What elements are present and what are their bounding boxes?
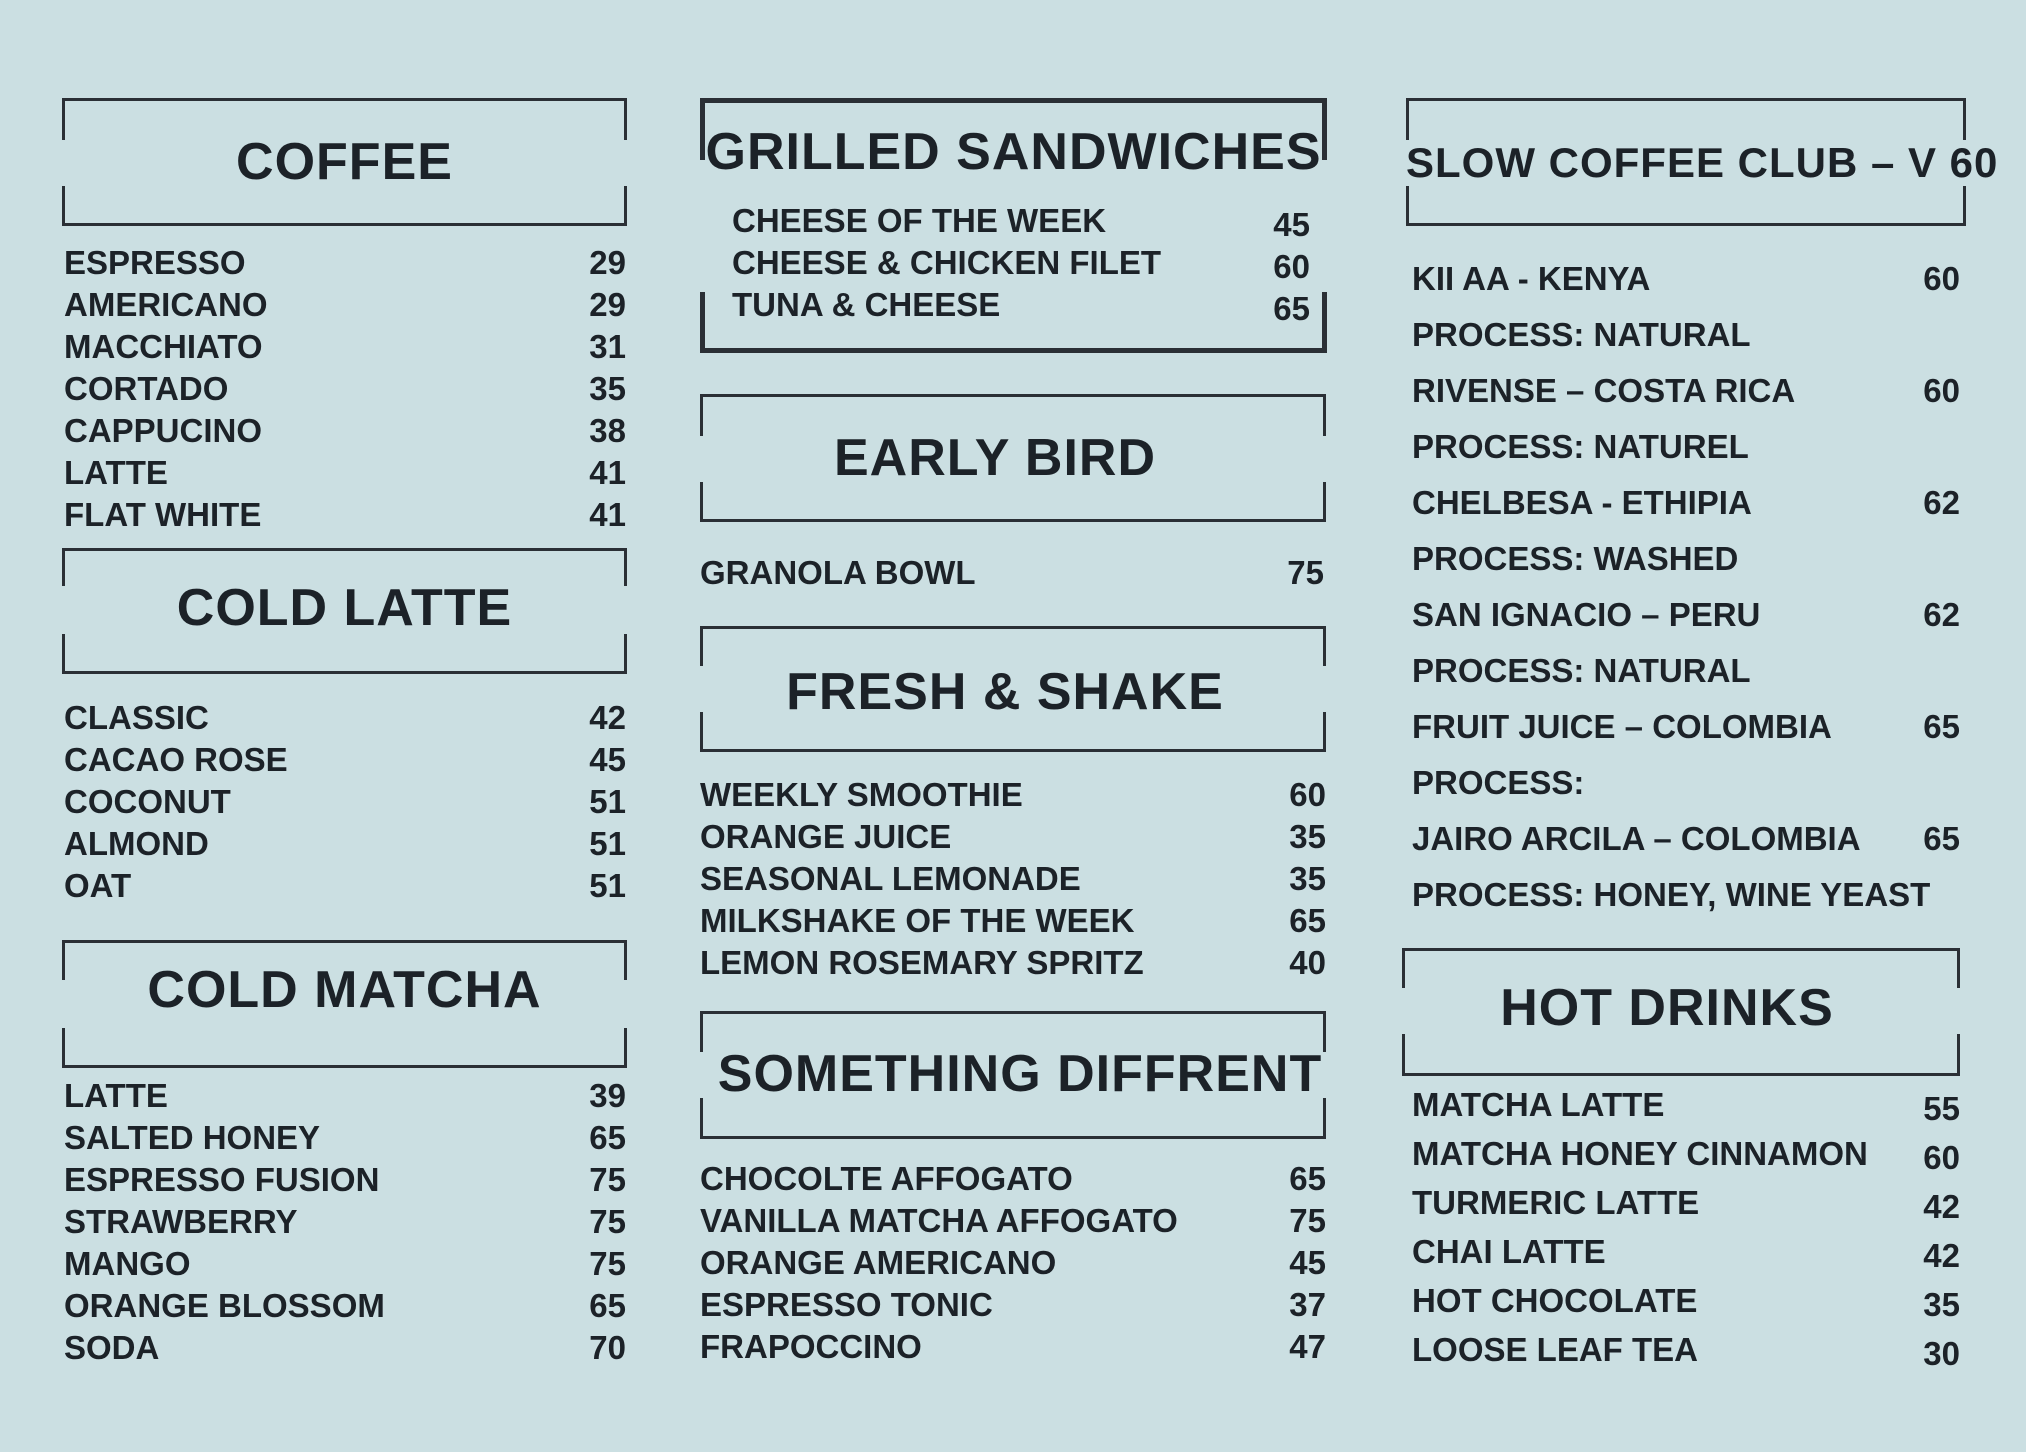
section-title-hot-drinks: HOT DRINKS bbox=[1500, 979, 1834, 1037]
section-title-early-bird: EARLY BIRD bbox=[833, 429, 1157, 487]
menu-item-name: OAT bbox=[64, 867, 132, 904]
menu-item-name: CORTADO bbox=[64, 370, 229, 407]
menu-item-price: 60 bbox=[1273, 248, 1310, 285]
menu-item-price: 51 bbox=[589, 867, 626, 904]
menu-item-name: ESPRESSO TONIC bbox=[700, 1286, 993, 1323]
menu-item-name: LEMON ROSEMARY SPRITZ bbox=[700, 944, 1144, 981]
menu-item-name: LATTE bbox=[64, 1077, 168, 1114]
menu-item-price: 35 bbox=[1289, 860, 1326, 897]
section-title-slow-coffee-club: SLOW COFFEE CLUB – V 60 bbox=[1406, 139, 1999, 186]
menu-item-name: CLASSIC bbox=[64, 699, 209, 736]
menu-item-name: HOT CHOCOLATE bbox=[1412, 1282, 1698, 1319]
menu-item-name: TURMERIC LATTE bbox=[1412, 1184, 1700, 1221]
menu-item-price: 60 bbox=[1289, 776, 1326, 813]
menu-item-name: MANGO bbox=[64, 1245, 191, 1282]
menu-item-price: 65 bbox=[589, 1287, 626, 1324]
menu-item-price: 45 bbox=[589, 741, 626, 778]
menu-item-price: 62 bbox=[1923, 484, 1960, 521]
menu-item-name: SALTED HONEY bbox=[64, 1119, 321, 1156]
section-title-cold-latte: COLD LATTE bbox=[176, 579, 513, 637]
menu-item-name: SAN IGNACIO – PERU bbox=[1412, 596, 1761, 633]
menu-item-price: 75 bbox=[589, 1245, 626, 1282]
menu-item-name: PROCESS: HONEY, WINE YEAST bbox=[1412, 876, 1931, 913]
menu-item-price: 35 bbox=[1289, 818, 1326, 855]
menu-item-name: ORANGE AMERICANO bbox=[700, 1244, 1057, 1281]
menu-item-price: 75 bbox=[1287, 554, 1324, 591]
menu-item-name: CHEESE & CHICKEN FILET bbox=[732, 244, 1162, 281]
menu-item-name: PROCESS: bbox=[1412, 764, 1585, 801]
menu-item-name: PROCESS: WASHED bbox=[1412, 540, 1739, 577]
menu-item-name: FRAPOCCINO bbox=[700, 1328, 922, 1365]
section-title-fresh-shake: FRESH & SHAKE bbox=[786, 663, 1224, 721]
menu-item-name: LOOSE LEAF TEA bbox=[1412, 1331, 1699, 1368]
menu-item-name: CHOCOLTE AFFOGATO bbox=[700, 1160, 1073, 1197]
menu-item-price: 29 bbox=[589, 244, 626, 281]
menu-item-price: 55 bbox=[1923, 1090, 1960, 1127]
menu-item-name: PROCESS: NATUREL bbox=[1412, 428, 1749, 465]
menu-item-name: CHELBESA - ETHIPIA bbox=[1412, 484, 1752, 521]
menu-item-name: SODA bbox=[64, 1329, 160, 1366]
section-title-grilled-sandwiches: GRILLED SANDWICHES bbox=[705, 123, 1322, 181]
menu-item-name: WEEKLY SMOOTHIE bbox=[700, 776, 1023, 813]
menu-item-price: 65 bbox=[1289, 902, 1326, 939]
section-title-something-different: SOMETHING DIFFRENT bbox=[717, 1045, 1323, 1103]
menu-item-price: 75 bbox=[589, 1203, 626, 1240]
menu-item-name: JAIRO ARCILA – COLOMBIA bbox=[1412, 820, 1861, 857]
section-title-cold-matcha: COLD MATCHA bbox=[147, 961, 542, 1019]
menu-item-price: 60 bbox=[1923, 1139, 1960, 1176]
menu-item-price: 38 bbox=[589, 412, 626, 449]
menu-item-name: FLAT WHITE bbox=[64, 496, 262, 533]
menu-item-name: FRUIT JUICE – COLOMBIA bbox=[1412, 708, 1832, 745]
menu-item-price: 40 bbox=[1289, 944, 1326, 981]
menu-item-name: ESPRESSO bbox=[64, 244, 246, 281]
menu-item-price: 39 bbox=[589, 1077, 626, 1114]
menu-item-price: 35 bbox=[589, 370, 626, 407]
menu-item-name: ORANGE BLOSSOM bbox=[64, 1287, 385, 1324]
menu-item-price: 37 bbox=[1289, 1286, 1326, 1323]
menu-item-name: TUNA & CHEESE bbox=[732, 286, 1001, 323]
menu-item-name: MILKSHAKE OF THE WEEK bbox=[700, 902, 1135, 939]
menu-item-name: RIVENSE – COSTA RICA bbox=[1412, 372, 1796, 409]
menu-item-name: COCONUT bbox=[64, 783, 231, 820]
menu-item-price: 65 bbox=[1273, 290, 1310, 327]
menu-item-price: 30 bbox=[1923, 1335, 1960, 1372]
menu-item-name: CACAO ROSE bbox=[64, 741, 288, 778]
menu-item-price: 51 bbox=[589, 783, 626, 820]
menu-item-name: CAPPUCINO bbox=[64, 412, 263, 449]
menu-item-price: 60 bbox=[1923, 372, 1960, 409]
menu-item-price: 31 bbox=[589, 328, 626, 365]
menu-item-name: MACCHIATO bbox=[64, 328, 263, 365]
menu-item-price: 42 bbox=[1923, 1188, 1960, 1225]
menu-item-name: STRAWBERRY bbox=[64, 1203, 298, 1240]
menu-item-name: ALMOND bbox=[64, 825, 209, 862]
menu-item-name: PROCESS: NATURAL bbox=[1412, 316, 1751, 353]
menu-item-price: 65 bbox=[1923, 708, 1960, 745]
menu-item-price: 65 bbox=[1923, 820, 1960, 857]
menu-item-price: 41 bbox=[589, 454, 626, 491]
menu-item-name: LATTE bbox=[64, 454, 168, 491]
menu-item-name: GRANOLA BOWL bbox=[700, 554, 976, 591]
menu-item-price: 35 bbox=[1923, 1286, 1960, 1323]
menu-item-name: SEASONAL LEMONADE bbox=[700, 860, 1081, 897]
menu-item-name: VANILLA MATCHA AFFOGATO bbox=[700, 1202, 1178, 1239]
menu-item-price: 51 bbox=[589, 825, 626, 862]
menu-item-price: 29 bbox=[589, 286, 626, 323]
menu-item-name: ESPRESSO FUSION bbox=[64, 1161, 380, 1198]
menu-item-name: MATCHA LATTE bbox=[1412, 1086, 1665, 1123]
menu-item-price: 75 bbox=[589, 1161, 626, 1198]
menu-item-price: 60 bbox=[1923, 260, 1960, 297]
menu-item-price: 41 bbox=[589, 496, 626, 533]
section-title-coffee: COFFEE bbox=[236, 133, 453, 191]
menu-item-price: 47 bbox=[1289, 1328, 1326, 1365]
menu-item-price: 45 bbox=[1273, 206, 1310, 243]
menu-item-name: ORANGE JUICE bbox=[700, 818, 952, 855]
menu-item-name: KII AA - KENYA bbox=[1412, 260, 1651, 297]
menu-item-price: 62 bbox=[1923, 596, 1960, 633]
menu-item-price: 70 bbox=[589, 1329, 626, 1366]
menu-item-name: CHEESE OF THE WEEK bbox=[732, 202, 1107, 239]
menu-item-name: PROCESS: NATURAL bbox=[1412, 652, 1751, 689]
menu-item-name: AMERICANO bbox=[64, 286, 268, 323]
menu-item-price: 42 bbox=[589, 699, 626, 736]
menu-item-price: 45 bbox=[1289, 1244, 1326, 1281]
menu-item-name: MATCHA HONEY CINNAMON bbox=[1412, 1135, 1868, 1172]
menu-item-price: 42 bbox=[1923, 1237, 1960, 1274]
menu-item-price: 75 bbox=[1289, 1202, 1326, 1239]
menu-item-price: 65 bbox=[589, 1119, 626, 1156]
menu-item-price: 65 bbox=[1289, 1160, 1326, 1197]
menu-item-name: CHAI LATTE bbox=[1412, 1233, 1606, 1270]
